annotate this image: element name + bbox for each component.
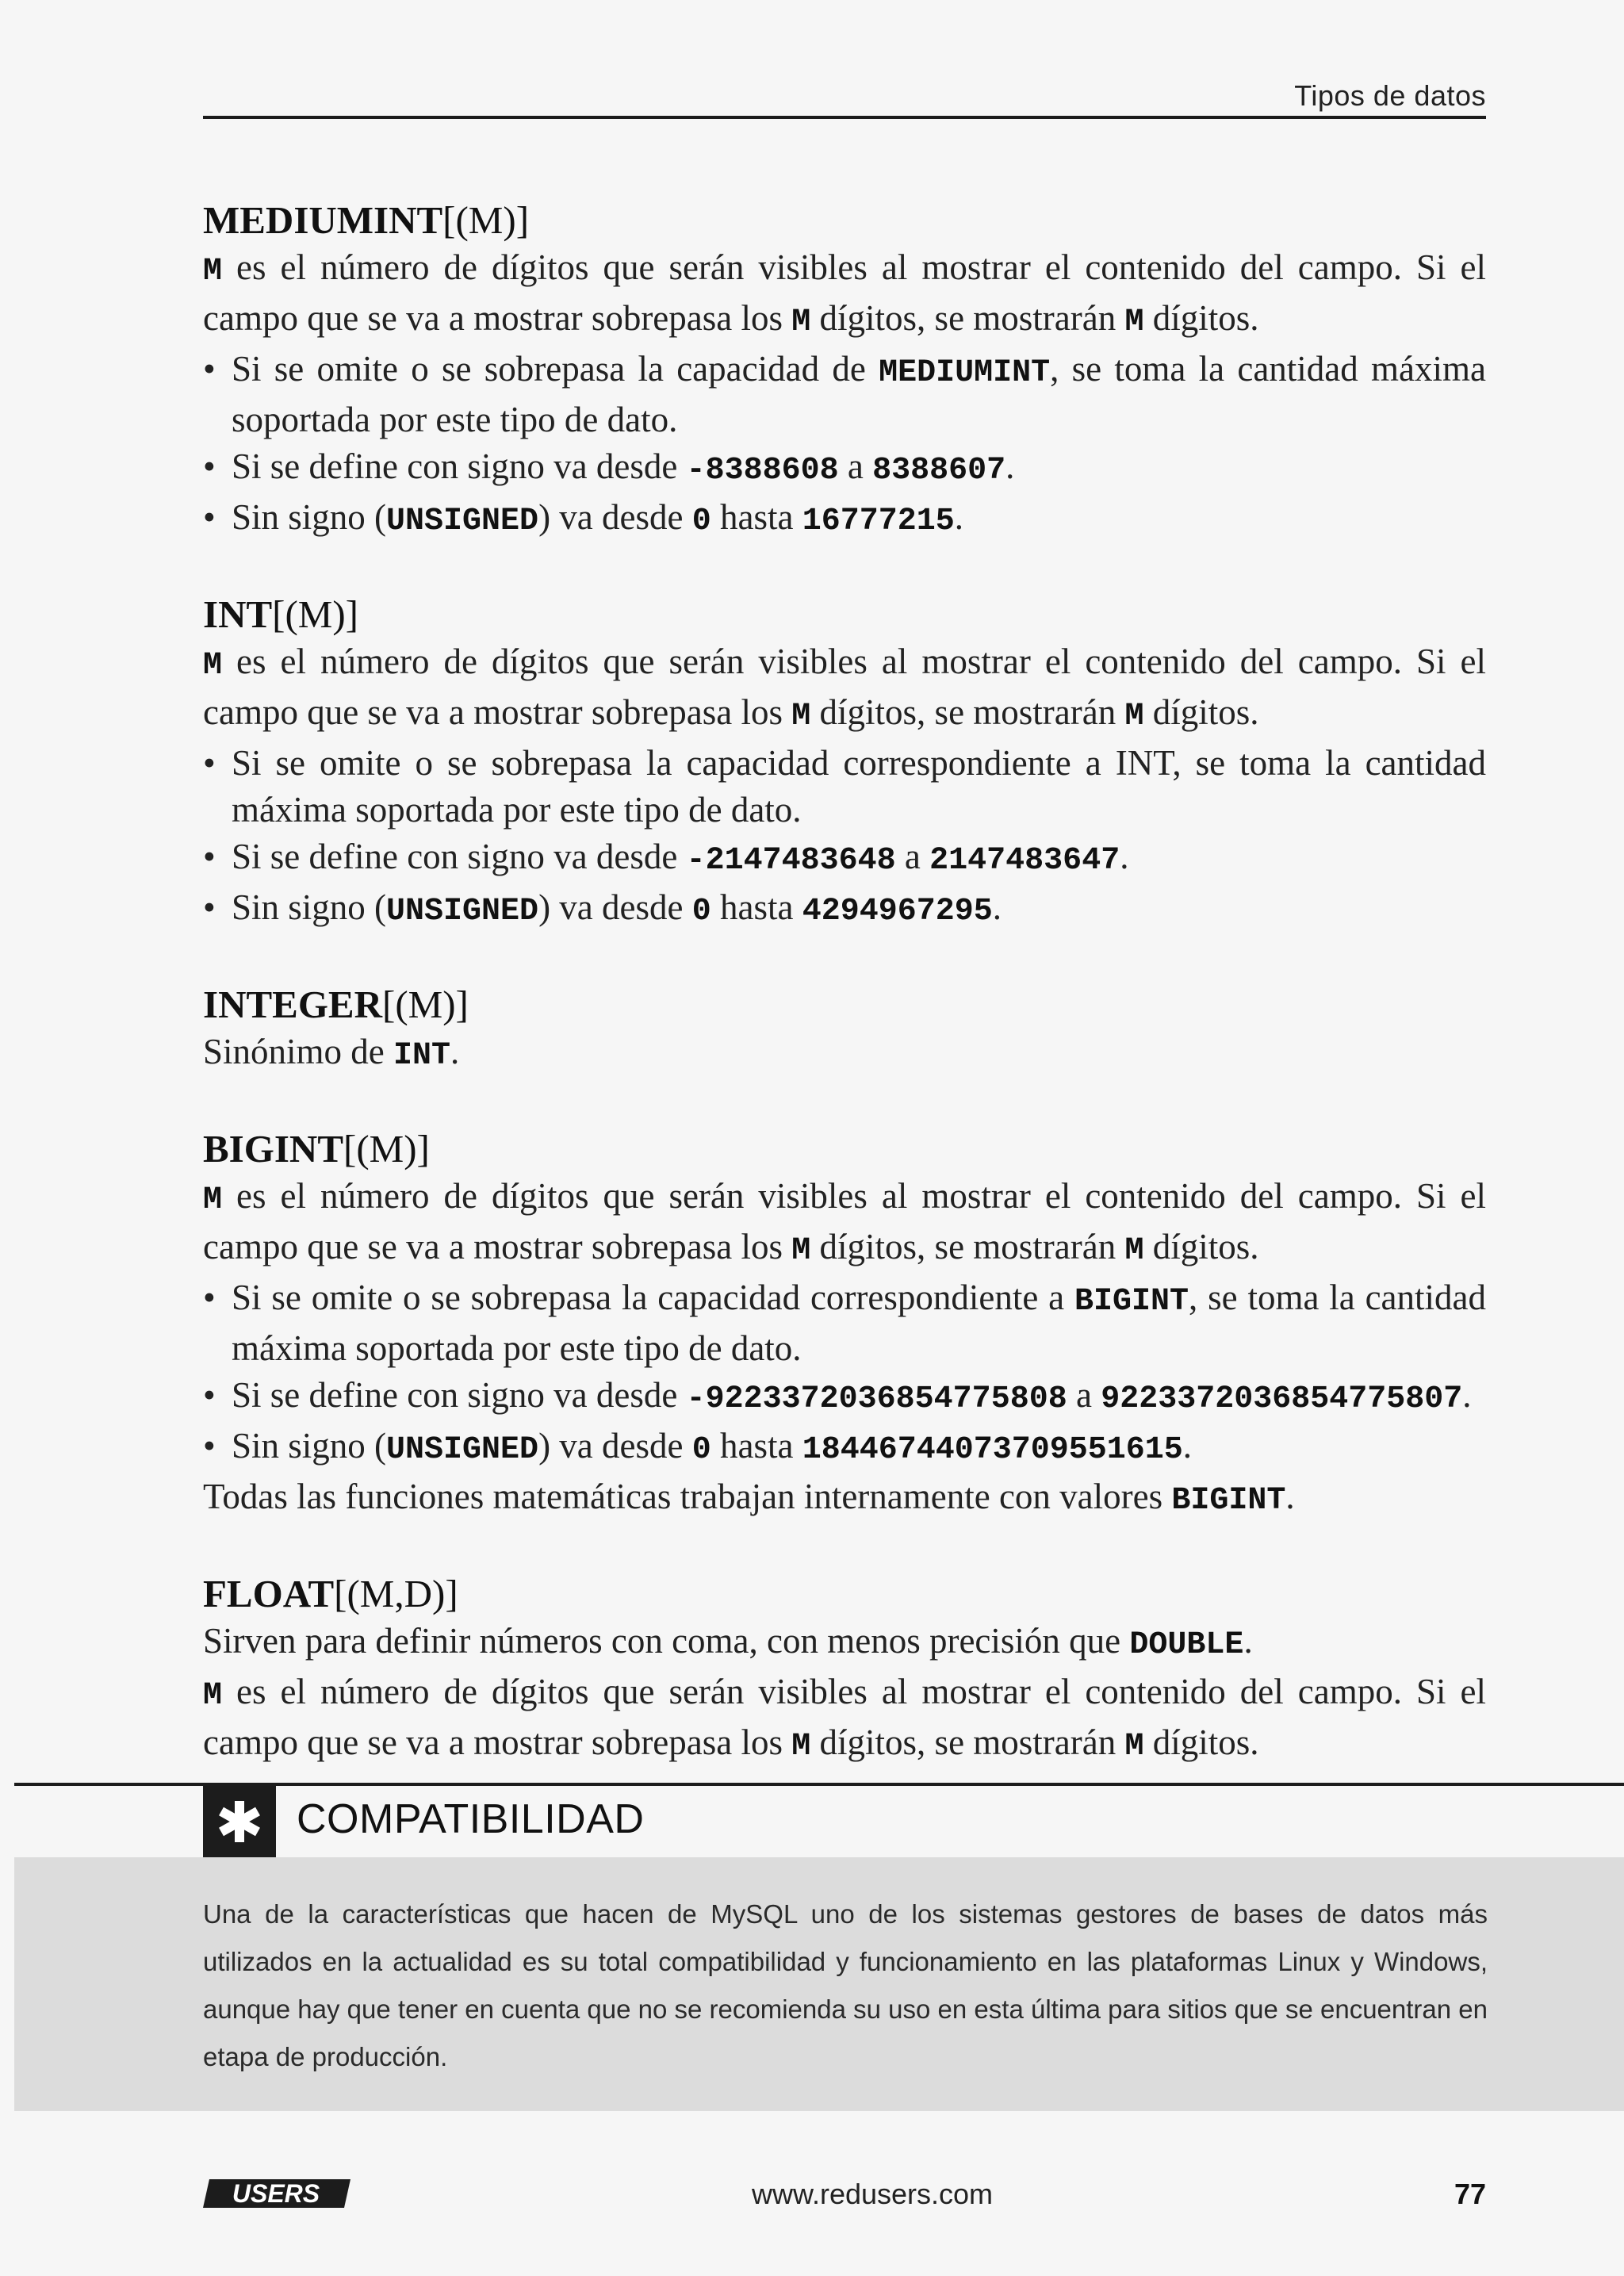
- section-title: INTEGER[(M)]: [203, 983, 469, 1026]
- list-item: • Si se omite o se sobrepasa la capacidad de MEDIUMINT, se toma la cantidad máxima soportada por este tipo de dato.: [203, 346, 1486, 443]
- asterisk-icon-glyph: [216, 1798, 263, 1845]
- section-intro: M es el número de dígitos que serán visibles al mostrar el contenido del campo. Si el campo que se va a mostrar sobrepasa los M dígitos, se mostrarán M dígitos.: [203, 247, 1486, 340]
- list-item: • Sin signo (UNSIGNED) va desde 0 hasta 4294967295.: [203, 884, 1486, 935]
- bullet-list: [203, 1274, 1486, 1473]
- info-box: [14, 1857, 1624, 2111]
- page-number: 77: [1454, 2178, 1486, 2210]
- section-integer: [203, 981, 1486, 1079]
- running-head: Tipos de datos: [1294, 79, 1486, 112]
- users-logo-graphic: [203, 2178, 350, 2209]
- section-float: [203, 1570, 1486, 1770]
- box-text: Una de la características que hacen de MySQL uno de los sistemas gestores de bases de datos más utilizados en la actualidad es su total compatibilidad y funcionamiento en las plataformas Linux y Windows, aunque hay que tener en cuenta que no se recomienda su uso en esta última para sitios que se encuentran en etapa de producción.: [203, 1899, 1488, 2071]
- list-item: • Si se define con signo va desde -9223372036854775808 a 9223372036854775807.: [203, 1372, 1486, 1423]
- page-header: [203, 76, 1486, 119]
- section-mediumint: [203, 197, 1486, 545]
- section-title: FLOAT[(M,D)]: [203, 1572, 458, 1615]
- svg-text:USERS: USERS: [232, 2179, 320, 2208]
- section-text: Sirven para definir números con coma, con menos precisión que DOUBLE.: [203, 1621, 1253, 1663]
- section-intro: M es el número de dígitos que serán visibles al mostrar el contenido del campo. Si el campo que se va a mostrar sobrepasa los M dígitos, se mostrarán M dígitos.: [203, 642, 1486, 734]
- box-title: COMPATIBILIDAD: [297, 1796, 645, 1842]
- section-title: MEDIUMINT[(M)]: [203, 198, 530, 242]
- section-title: BIGINT[(M)]: [203, 1127, 430, 1171]
- asterisk-icon: [203, 1786, 276, 1857]
- list-item: • Si se define con signo va desde -2147483648 a 2147483647.: [203, 833, 1486, 884]
- list-item: • Sin signo (UNSIGNED) va desde 0 hasta 18446744073709551615.: [203, 1423, 1486, 1473]
- section-text: Sinónimo de INT.: [203, 1032, 460, 1074]
- section-bigint: [203, 1125, 1486, 1524]
- users-logo-icon: [203, 2178, 350, 2209]
- list-item: • Sin signo (UNSIGNED) va desde 0 hasta 16777215.: [203, 494, 1486, 545]
- list-item: • Si se omite o se sobrepasa la capacidad correspondiente a INT, se toma la cantidad máxima soportada por este tipo de dato.: [203, 740, 1486, 833]
- section-intro: M es el número de dígitos que serán visibles al mostrar el contenido del campo. Si el campo que se va a mostrar sobrepasa los M dígitos, se mostrarán M dígitos.: [203, 1176, 1486, 1269]
- list-item: • Si se omite o se sobrepasa la capacidad correspondiente a BIGINT, se toma la cantidad máxima soportada por este tipo de dato.: [203, 1274, 1486, 1372]
- main-content: [203, 197, 1486, 1816]
- bullet-list: [203, 346, 1486, 545]
- section-intro: M es el número de dígitos que serán visibles al mostrar el contenido del campo. Si el campo que se va a mostrar sobrepasa los M dígitos, se mostrarán M dígitos.: [203, 1672, 1486, 1764]
- section-note: Todas las funciones matemáticas trabajan internamente con valores BIGINT.: [203, 1477, 1295, 1519]
- footer-url: www.redusers.com: [751, 2178, 994, 2210]
- bullet-list: [203, 740, 1486, 935]
- section-title: INT[(M)]: [203, 592, 358, 636]
- list-item: • Si se define con signo va desde -8388608 a 8388607.: [203, 443, 1486, 494]
- section-int: [203, 591, 1486, 935]
